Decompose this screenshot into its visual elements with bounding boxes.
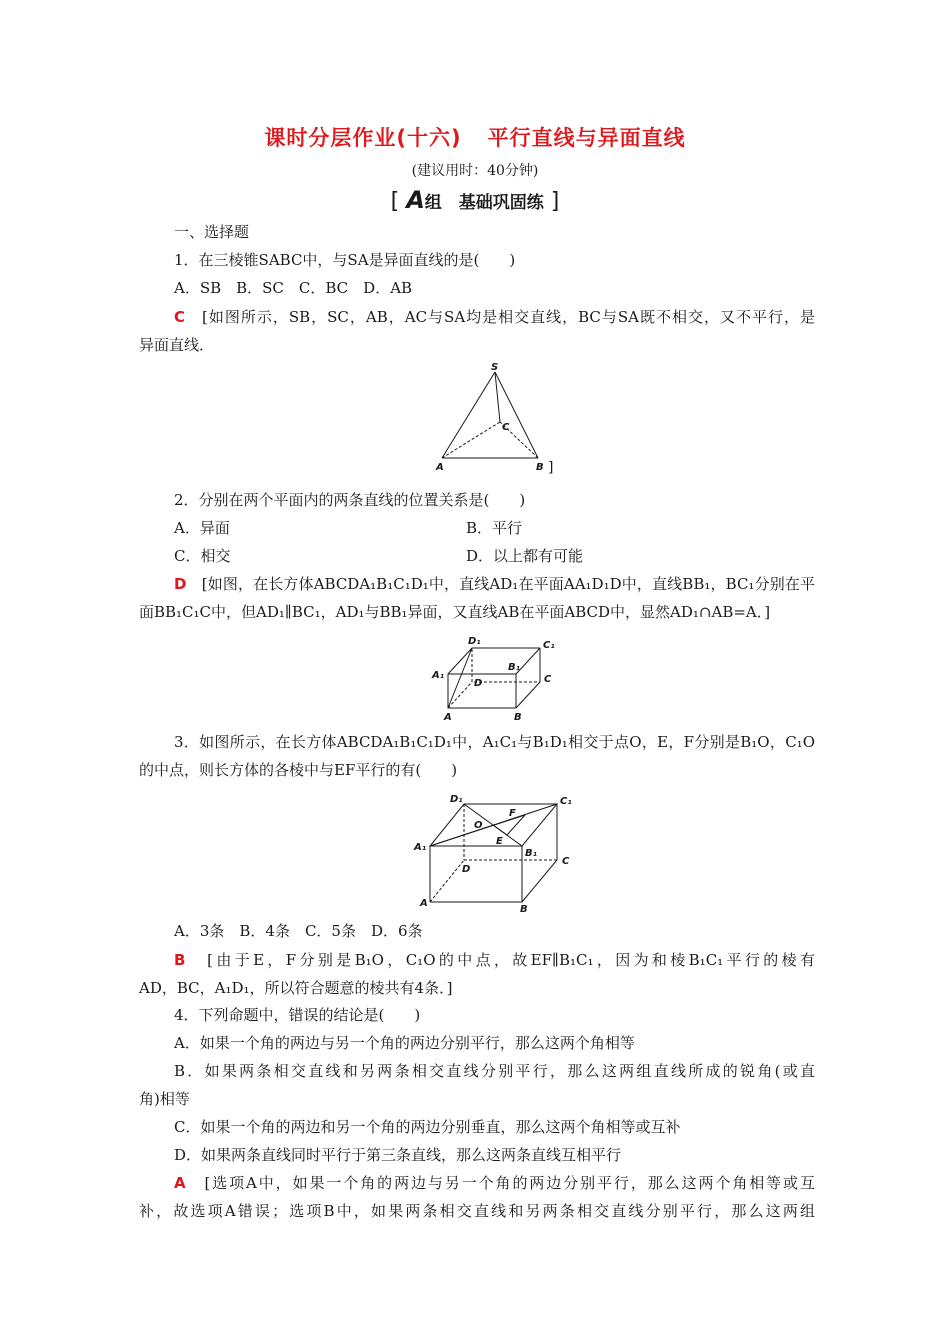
q4-option-c: C．如果一个角的两边和另一个角的两边分别垂直，那么这两个角相等或互补 bbox=[174, 1118, 681, 1136]
q4-option-a: A．如果一个角的两边与另一个角的两边分别平行，那么这两个角相等 bbox=[174, 1034, 635, 1052]
title-topic: 平行直线与异面直线 bbox=[487, 126, 686, 150]
q1-stem: 1．在三棱锥SABC中，与SA是异面直线的是( ) bbox=[174, 251, 516, 269]
q3-label-c: C bbox=[562, 856, 570, 867]
q4-option-b: B．如果两条相交直线和另两条相交直线分别平行，那么这两组直线所成的锐角(或直 bbox=[174, 1062, 815, 1080]
q2-option-c: C．相交 bbox=[174, 547, 231, 565]
q2-explanation: D [如图，在长方体ABCDA₁B₁C₁D₁中，直线AD₁在平面AA₁D₁D中，直线BB₁，BC₁分别在平 bbox=[174, 575, 815, 593]
title-main: 课时分层作业(十六) bbox=[264, 126, 462, 150]
q3-stem: 3．如图所示，在长方体ABCDA₁B₁C₁D₁中，A₁C₁与B₁D₁相交于点O，E，F分别是B₁O，C₁O bbox=[174, 733, 815, 751]
group-heading: [ A组 基础巩固练 ] bbox=[390, 186, 560, 214]
q3-cuboid-figure bbox=[412, 790, 582, 914]
q1-label-s: S bbox=[491, 362, 499, 373]
q2-cuboid-figure bbox=[430, 632, 570, 724]
q2-explanation-cont: 面BB₁C₁C中，但AD₁∥BC₁，AD₁与BB₁异面，又直线AB在平面ABCD中，显然AD₁∩AB=A．] bbox=[139, 603, 771, 621]
q3-label-a1: A₁ bbox=[414, 842, 427, 853]
q3-answer: B bbox=[174, 951, 186, 969]
q2-label-b1: B₁ bbox=[508, 662, 521, 673]
q1-tetrahedron-figure bbox=[430, 360, 570, 480]
q3-label-c1: C₁ bbox=[560, 796, 572, 807]
q4-answer: A bbox=[174, 1174, 186, 1192]
q2-option-b: B．平行 bbox=[466, 519, 523, 537]
q4-option-d: D．如果两条直线同时平行于第三条直线，那么这两条直线互相平行 bbox=[174, 1146, 622, 1164]
q1-close-bracket: ] bbox=[548, 460, 554, 476]
q1-label-b: B bbox=[536, 462, 544, 473]
q3-label-e: E bbox=[496, 836, 503, 847]
q3-label-f: F bbox=[509, 808, 516, 819]
q4-explanation: A [选项A中，如果一个角的两边与另一个角的两边分别平行，那么这两个角相等或互 bbox=[174, 1174, 815, 1192]
q2-label-c: C bbox=[544, 674, 552, 685]
group-label: 组 基础巩固练 bbox=[424, 193, 544, 213]
group-letter: A bbox=[406, 186, 425, 214]
q3-explanation: B [由于E，F分别是B₁O，C₁O的中点，故EF∥B₁C₁，因为和棱B₁C₁平行的棱有 bbox=[174, 951, 815, 969]
q2-stem: 2．分别在两个平面内的两条直线的位置关系是( ) bbox=[174, 491, 526, 509]
q2-option-d: D．以上都有可能 bbox=[466, 547, 584, 565]
q3-label-a: A bbox=[420, 898, 428, 909]
q2-options-row1 bbox=[174, 517, 815, 539]
q3-label-b: B bbox=[520, 904, 528, 914]
q1-options: A．SB B．SC C．BC D．AB bbox=[174, 279, 413, 297]
q3-label-d1: D₁ bbox=[450, 794, 463, 805]
q4-option-b-cont: 角)相等 bbox=[139, 1090, 190, 1108]
q3-explanation-cont: AD，BC，A₁D₁，所以符合题意的棱共有4条．] bbox=[139, 979, 453, 997]
q3-options: A．3条 B．4条 C．5条 D．6条 bbox=[174, 922, 423, 940]
q2-option-a: A．异面 bbox=[174, 519, 230, 537]
q3-label-o: O bbox=[474, 820, 483, 831]
page-title bbox=[0, 122, 950, 152]
q3-stem-cont: 的中点，则长方体的各棱中与EF平行的有( ) bbox=[139, 761, 458, 779]
q2-label-b: B bbox=[514, 712, 522, 723]
q1-explanation: C [如图所示，SB，SC，AB，AC与SA均是相交直线，BC与SA既不相交，又不平行，是 bbox=[174, 308, 815, 326]
q2-label-d1: D₁ bbox=[468, 636, 481, 647]
q1-label-c: C bbox=[502, 422, 510, 433]
q4-stem: 4．下列命题中，错误的结论是( ) bbox=[174, 1006, 421, 1024]
q2-label-a: A bbox=[444, 712, 452, 723]
q4-explanation-cont: 补，故选项A错误；选项B中，如果两条相交直线和另两条相交直线分别平行，那么这两组 bbox=[139, 1202, 815, 1220]
time-hint: (建议用时：40分钟) bbox=[411, 163, 539, 179]
q2-label-d: D bbox=[474, 678, 483, 689]
q2-label-c1: C₁ bbox=[543, 640, 555, 651]
q2-answer: D bbox=[174, 575, 187, 593]
q2-label-a1: A₁ bbox=[432, 670, 445, 681]
q3-label-d: D bbox=[462, 864, 471, 875]
q1-explanation-cont: 异面直线． bbox=[139, 336, 215, 354]
section-heading: 一、选择题 bbox=[174, 223, 250, 241]
q2-options-row2 bbox=[174, 545, 815, 567]
q1-answer: C bbox=[174, 308, 186, 326]
q3-label-b1: B₁ bbox=[525, 848, 538, 859]
q1-label-a: A bbox=[436, 462, 444, 473]
